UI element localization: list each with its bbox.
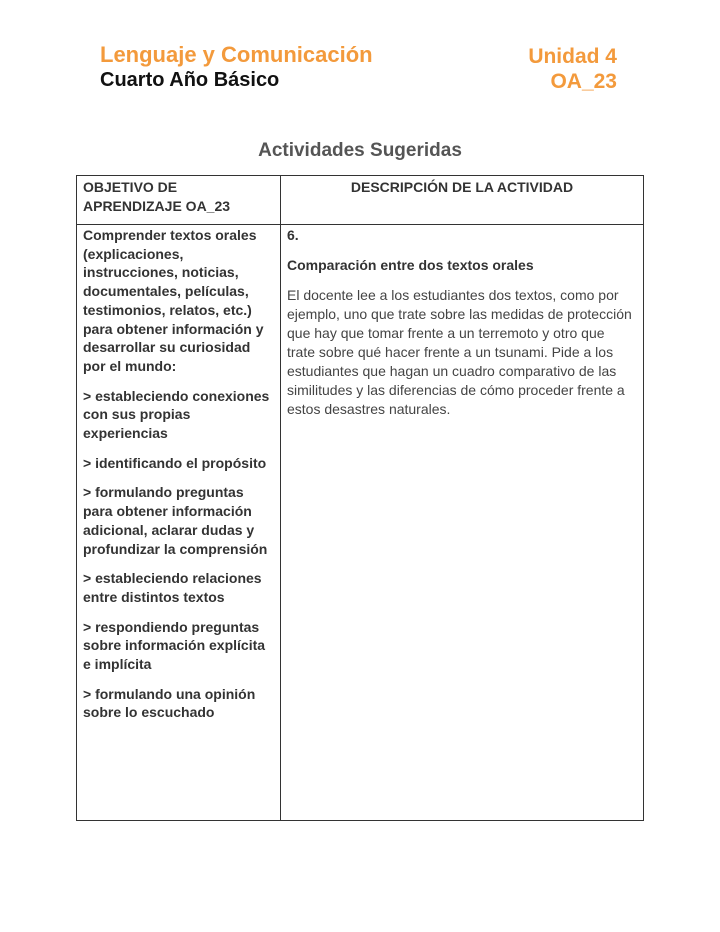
- table-row: [77, 225, 644, 821]
- activities-table: [76, 175, 644, 821]
- table-header-row: [77, 176, 644, 225]
- header-objective: OBJETIVO DE APRENDIZAJE OA_23: [77, 176, 281, 225]
- objective-cell: [77, 225, 281, 821]
- objective-item: > identificando el propósito: [83, 454, 267, 471]
- objective-main: Comprender textos orales (explicaciones, instrucciones, noticias, documentales, películas, testimonios, relatos, etc.) para obtener información y desarrollar su curiosidad por el mundo:: [83, 227, 264, 374]
- unit-label: Unidad 4: [528, 45, 617, 68]
- activity-description: El docente lee a los estudiantes dos textos, como por ejemplo, uno que trate sobre las medidas de protección que hay que tomar frente a un terremoto y otro que trate sobre qué hacer frente a un tsunami. Pide a los estudiantes que hagan un cuadro comparativo de las similitudes y las diferencias de cómo proceder frente a estos desastres naturales.: [287, 287, 632, 417]
- objective-item: > respondiendo preguntas sobre información explícita e implícita: [83, 618, 266, 673]
- section-title: Actividades Sugeridas: [258, 140, 462, 161]
- objective-code: OA_23: [550, 70, 617, 93]
- activity-number: 6.: [287, 227, 299, 243]
- grade-subtitle: Cuarto Año Básico: [100, 69, 280, 91]
- objective-item: > estableciendo relaciones entre distintos textos: [83, 570, 262, 605]
- activity-cell: [281, 225, 644, 821]
- header-description: DESCRIPCIÓN DE LA ACTIVIDAD: [281, 176, 644, 225]
- objective-item: > formulando una opinión sobre lo escuchado: [83, 685, 256, 721]
- objective-item: > formulando preguntas para obtener información adicional, aclarar dudas y profundizar la comprensión: [83, 484, 268, 557]
- objective-item: > estableciendo conexiones con sus propias experiencias: [83, 387, 270, 442]
- subject-title: Lenguaje y Comunicación: [100, 42, 373, 67]
- activity-title: Comparación entre dos textos orales: [287, 257, 534, 273]
